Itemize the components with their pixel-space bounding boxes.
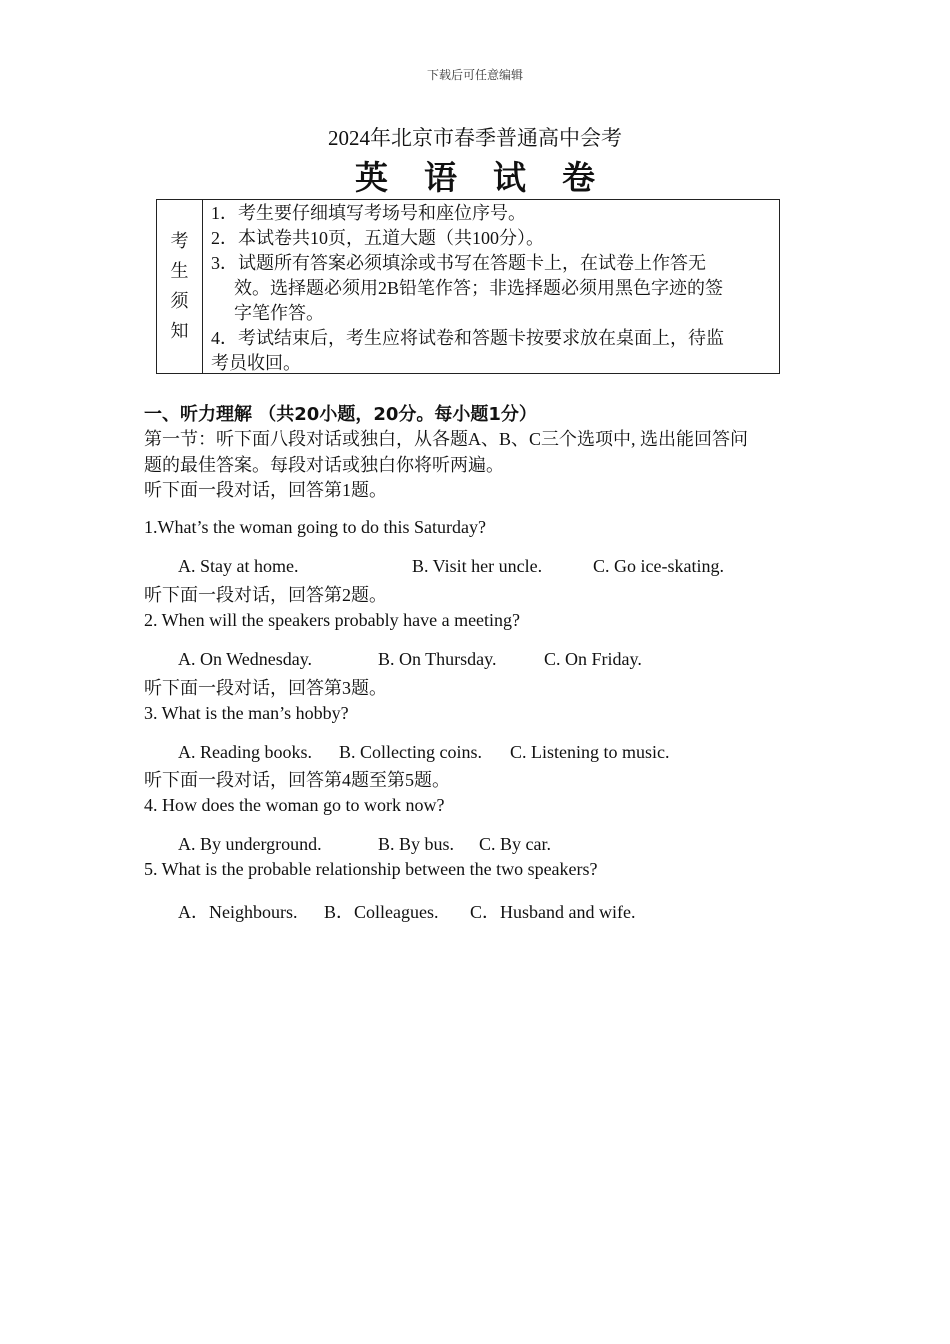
notice-item-3-line: 3．试题所有答案必须填涂或书写在答题卡上，在试卷上作答无 [211,253,706,273]
question-text: 2. When will the speakers probably have a meeting? [144,610,521,630]
exam-title: 2024年北京市春季普通高中会考 [328,126,622,150]
part-intro-line: 第一节：听下面八段对话或独白，从各题A、B、C三个选项中, 选出能回答问 [144,429,749,449]
notice-item-4 [211,326,771,376]
candidate-notice-box [156,199,780,374]
question-text: 5. What is the probable relationship between the two speakers? [144,859,598,879]
notice-label-char: 知 [170,320,189,342]
notice-label-char: 须 [170,290,189,312]
notice-label-char: 考 [170,230,189,252]
option-row [178,649,642,670]
option-a: A. On Wednesday. [178,649,313,669]
question-instruction: 听下面一段对话，回答第3题。 [144,678,387,698]
part-intro-line: 题的最佳答案。每段对话或独白你将听两遍。 [144,455,504,475]
option-b: B. Visit her uncle. [412,556,543,576]
option-b: B. On Thursday. [378,649,497,669]
question-instruction: 听下面一段对话，回答第4题至第5题。 [144,770,450,790]
option-a: A．Neighbours. [178,902,298,922]
question-instruction: 听下面一段对话，回答第1题。 [144,480,387,500]
notice-item-3-line: 字笔作答。 [234,303,324,323]
notice-item-4-line: 4．考试结束后，考生应将试卷和答题卡按要求放在桌面上，待监 [211,328,724,348]
option-c: C. By car. [479,834,551,854]
question-text: 4. How does the woman go to work now? [144,795,445,815]
option-b: B．Colleagues. [324,902,439,922]
option-a: A. Reading books. [178,742,312,762]
notice-item-1: 1．考生要仔细填写考场号和座位序号。 [211,203,526,223]
notice-label [157,200,203,373]
option-row [178,742,670,763]
option-c: C. On Friday. [544,649,642,669]
option-c: C．Husband and wife. [470,902,636,922]
notice-item-4-line: 考员收回。 [211,353,301,373]
question-text: 1.What’s the woman going to do this Saturday? [144,517,486,537]
option-b: B. Collecting coins. [339,742,482,762]
option-a: A. By underground. [178,834,322,854]
subject-title: 英语试卷 [355,158,631,197]
section-heading: 一、听力理解 （共20小题，20分。每小题1分） [144,404,537,425]
question-text: 3. What is the man’s hobby? [144,703,349,723]
option-c: C. Listening to music. [510,742,670,762]
notice-item-3 [211,251,771,326]
header-note: 下载后可任意编辑 [426,68,523,82]
notice-item-3-line: 效。选择题必须用2B铅笔作答；非选择题必须用黑色字迹的签 [234,278,724,298]
option-c: C. Go ice-skating. [593,556,724,576]
option-row [178,898,635,924]
option-b: B. By bus. [378,834,455,854]
notice-label-char: 生 [170,260,189,282]
option-a: A. Stay at home. [178,556,299,576]
option-row [178,834,551,855]
notice-body [203,200,779,373]
question-instruction: 听下面一段对话，回答第2题。 [144,585,387,605]
notice-item-2: 2．本试卷共10页，五道大题（共100分）。 [211,228,544,248]
option-row [178,556,724,577]
